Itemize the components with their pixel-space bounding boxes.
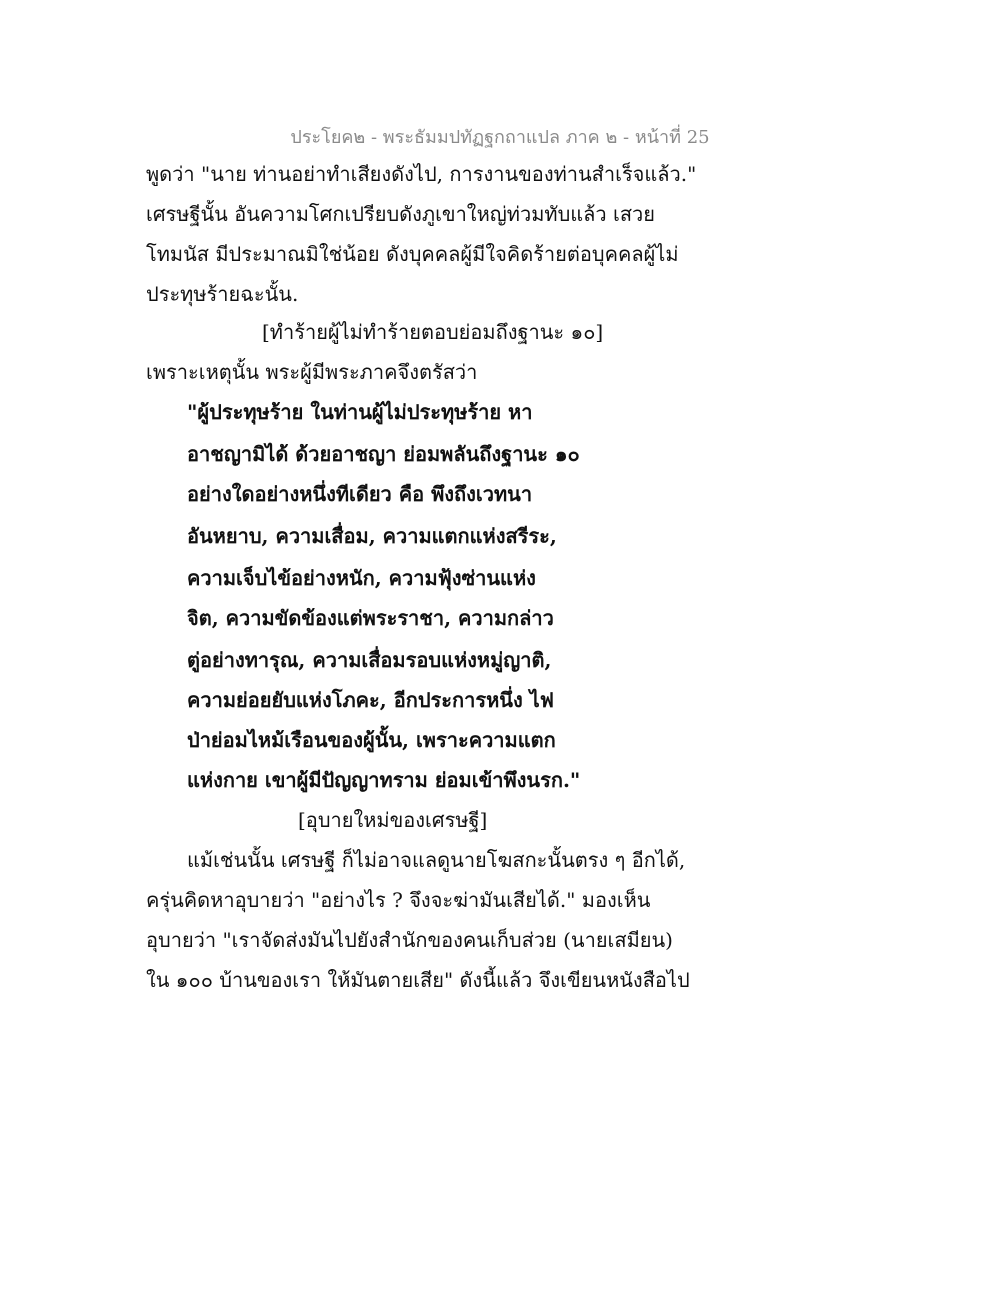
paragraph-line: เศรษฐีนั้น อันความโศกเปรียบดังภูเขาใหญ่ท่วมทับแล้ว เสวย <box>146 202 656 226</box>
paragraph-line: ประทุษร้ายฉะนั้น. <box>146 282 299 306</box>
section-heading: [อุบายใหม่ของเศรษฐี] <box>298 808 488 832</box>
verse-line: อาชญามิได้ ด้วยอาชญา ย่อมพลันถึงฐานะ ๑๐ <box>187 442 580 466</box>
section-heading: [ทำร้ายผู้ไม่ทำร้ายตอบย่อมถึงฐานะ ๑๐] <box>262 320 604 344</box>
paragraph-line: ครุ่นคิดหาอุบายว่า "อย่างไร ? จึงจะฆ่ามันเสียได้." มองเห็น <box>146 888 651 912</box>
verse-line: ตู่อย่างทารุณ, ความเสื่อมรอบแห่งหมู่ญาติ, <box>187 648 552 672</box>
verse-line: ความเจ็บไข้อย่างหนัก, ความฟุ้งซ่านแห่ง <box>187 566 536 590</box>
paragraph-line: อุบายว่า "เราจัดส่งมันไปยังสำนักของคนเก็บส่วย (นายเสมียน) <box>146 928 673 952</box>
verse-line: ป่าย่อมไหม้เรือนของผู้นั้น, เพราะความแตก <box>187 728 556 752</box>
verse-line: แห่งกาย เขาผู้มีปัญญาทราม ย่อมเข้าพึงนรก." <box>187 768 581 792</box>
paragraph-line: แม้เช่นนั้น เศรษฐี ก็ไม่อาจแลดูนายโฆสกะนั้นตรง ๆ อีกได้, <box>187 848 686 872</box>
running-header: ประโยค๒ - พระธัมมปทัฏฐกถาแปล ภาค ๒ - หน้าที่ 25 <box>290 127 710 148</box>
paragraph-line: เพราะเหตุนั้น พระผู้มีพระภาคจึงตรัสว่า <box>146 360 478 384</box>
verse-line: จิต, ความขัดข้องแต่พระราชา, ความกล่าว <box>187 606 554 630</box>
verse-line: ความย่อยยับแห่งโภคะ, อีกประการหนึ่ง ไฟ <box>187 688 554 712</box>
paragraph-line: ใน ๑๐๐ บ้านของเรา ให้มันตายเสีย" ดังนี้แล้ว จึงเขียนหนังสือไป <box>146 968 690 992</box>
paragraph-line: โทมนัส มีประมาณมิใช่น้อย ดังบุคคลผู้มีใจคิดร้ายต่อบุคคลผู้ไม่ <box>146 242 679 266</box>
verse-line: อันหยาบ, ความเสื่อม, ความแตกแห่งสรีระ, <box>187 524 557 548</box>
paragraph-line: พูดว่า "นาย ท่านอย่าทำเสียงดังไป, การงานของท่านสำเร็จแล้ว." <box>146 162 697 186</box>
verse-line: อย่างใดอย่างหนึ่งทีเดียว คือ พึงถึงเวทนา <box>187 482 533 506</box>
verse-line: "ผู้ประทุษร้าย ในท่านผู้ไม่ประทุษร้าย หา <box>187 400 533 424</box>
